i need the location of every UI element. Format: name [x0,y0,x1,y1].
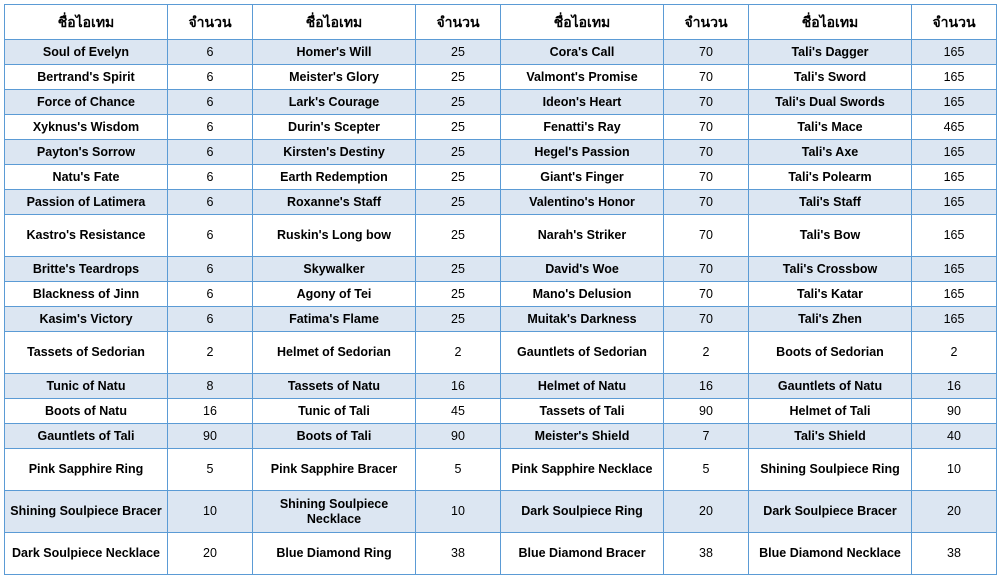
cell-item-name: Helmet of Sedorian [253,332,416,374]
header-row [5,5,997,40]
cell-item-name: Tali's Bow [749,215,912,257]
table-row [5,65,997,90]
cell-quantity: 45 [416,399,501,424]
cell-quantity: 70 [664,140,749,165]
cell-quantity: 2 [912,332,997,374]
item-quantity-table [4,4,997,575]
cell-quantity: 25 [416,282,501,307]
cell-item-name: Tali's Crossbow [749,257,912,282]
cell-quantity: 25 [416,65,501,90]
cell-item-name: Britte's Teardrops [5,257,168,282]
cell-quantity: 70 [664,90,749,115]
cell-quantity: 5 [664,449,749,491]
column-header-item-name-3: ชื่อไอเทม [501,5,664,40]
column-header-quantity-4: จำนวน [912,5,997,40]
cell-quantity: 165 [912,257,997,282]
cell-item-name: Skywalker [253,257,416,282]
cell-item-name: Force of Chance [5,90,168,115]
cell-quantity: 10 [912,449,997,491]
cell-item-name: Kirsten's Destiny [253,140,416,165]
cell-item-name: Tassets of Sedorian [5,332,168,374]
cell-item-name: Gauntlets of Tali [5,424,168,449]
cell-item-name: Hegel's Passion [501,140,664,165]
table-row [5,40,997,65]
table-row [5,282,997,307]
cell-quantity: 90 [168,424,253,449]
cell-item-name: Homer's Will [253,40,416,65]
table-row [5,533,997,575]
column-header-quantity-3: จำนวน [664,5,749,40]
cell-item-name: Blackness of Jinn [5,282,168,307]
cell-quantity: 20 [912,491,997,533]
cell-quantity: 2 [168,332,253,374]
cell-quantity: 7 [664,424,749,449]
cell-quantity: 5 [416,449,501,491]
cell-quantity: 16 [168,399,253,424]
cell-quantity: 6 [168,115,253,140]
cell-item-name: Boots of Tali [253,424,416,449]
cell-quantity: 10 [168,491,253,533]
column-header-quantity-1: จำนวน [168,5,253,40]
cell-quantity: 20 [168,533,253,575]
cell-quantity: 6 [168,90,253,115]
cell-item-name: Tali's Polearm [749,165,912,190]
cell-quantity: 25 [416,115,501,140]
cell-quantity: 6 [168,215,253,257]
table-row [5,115,997,140]
table-row [5,307,997,332]
cell-item-name: Dark Soulpiece Bracer [749,491,912,533]
cell-quantity: 10 [416,491,501,533]
cell-item-name: Blue Diamond Necklace [749,533,912,575]
cell-item-name: Pink Sapphire Necklace [501,449,664,491]
cell-quantity: 165 [912,190,997,215]
cell-item-name: Muitak's Darkness [501,307,664,332]
cell-item-name: Natu's Fate [5,165,168,190]
cell-quantity: 38 [664,533,749,575]
cell-item-name: Valentino's Honor [501,190,664,215]
column-header-item-name-1: ชื่อไอเทม [5,5,168,40]
cell-item-name: Boots of Natu [5,399,168,424]
cell-item-name: Shining Soulpiece Bracer [5,491,168,533]
cell-quantity: 38 [416,533,501,575]
cell-item-name: David's Woe [501,257,664,282]
cell-item-name: Cora's Call [501,40,664,65]
cell-item-name: Kastro's Resistance [5,215,168,257]
cell-item-name: Ideon's Heart [501,90,664,115]
cell-item-name: Pink Sapphire Ring [5,449,168,491]
cell-quantity: 70 [664,65,749,90]
cell-quantity: 165 [912,140,997,165]
cell-item-name: Meister's Shield [501,424,664,449]
cell-item-name: Durin's Scepter [253,115,416,140]
cell-item-name: Blue Diamond Ring [253,533,416,575]
table-header [5,5,997,40]
cell-quantity: 165 [912,307,997,332]
cell-item-name: Payton's Sorrow [5,140,168,165]
cell-item-name: Shining Soulpiece Necklace [253,491,416,533]
cell-item-name: Kasim's Victory [5,307,168,332]
table-row [5,215,997,257]
cell-quantity: 165 [912,65,997,90]
cell-quantity: 70 [664,40,749,65]
cell-quantity: 165 [912,90,997,115]
cell-item-name: Agony of Tei [253,282,416,307]
cell-item-name: Tali's Dual Swords [749,90,912,115]
table-row [5,424,997,449]
cell-quantity: 70 [664,257,749,282]
cell-item-name: Tunic of Tali [253,399,416,424]
cell-quantity: 90 [664,399,749,424]
cell-item-name: Tali's Axe [749,140,912,165]
cell-item-name: Meister's Glory [253,65,416,90]
cell-quantity: 165 [912,165,997,190]
cell-item-name: Ruskin's Long bow [253,215,416,257]
column-header-item-name-2: ชื่อไอเทม [253,5,416,40]
cell-item-name: Helmet of Natu [501,374,664,399]
cell-item-name: Fenatti's Ray [501,115,664,140]
cell-item-name: Valmont's Promise [501,65,664,90]
cell-item-name: Helmet of Tali [749,399,912,424]
cell-quantity: 6 [168,165,253,190]
table-row [5,190,997,215]
cell-item-name: Xyknus's Wisdom [5,115,168,140]
cell-quantity: 25 [416,40,501,65]
cell-quantity: 40 [912,424,997,449]
cell-quantity: 6 [168,65,253,90]
cell-quantity: 25 [416,90,501,115]
cell-item-name: Tali's Katar [749,282,912,307]
cell-item-name: Fatima's Flame [253,307,416,332]
table-row [5,399,997,424]
cell-quantity: 465 [912,115,997,140]
cell-quantity: 70 [664,190,749,215]
table-row [5,90,997,115]
cell-quantity: 16 [912,374,997,399]
cell-quantity: 6 [168,40,253,65]
cell-item-name: Tali's Shield [749,424,912,449]
cell-quantity: 6 [168,257,253,282]
cell-item-name: Dark Soulpiece Ring [501,491,664,533]
cell-quantity: 8 [168,374,253,399]
cell-quantity: 165 [912,40,997,65]
cell-item-name: Narah's Striker [501,215,664,257]
cell-quantity: 25 [416,257,501,282]
column-header-item-name-4: ชื่อไอเทม [749,5,912,40]
cell-item-name: Earth Redemption [253,165,416,190]
cell-quantity: 25 [416,190,501,215]
cell-quantity: 90 [912,399,997,424]
table-row [5,491,997,533]
table-row [5,332,997,374]
cell-quantity: 16 [664,374,749,399]
cell-quantity: 16 [416,374,501,399]
cell-quantity: 70 [664,115,749,140]
cell-quantity: 70 [664,282,749,307]
cell-item-name: Bertrand's Spirit [5,65,168,90]
cell-quantity: 38 [912,533,997,575]
cell-item-name: Tali's Staff [749,190,912,215]
table-body [5,40,997,575]
cell-item-name: Tunic of Natu [5,374,168,399]
cell-quantity: 2 [416,332,501,374]
cell-quantity: 25 [416,215,501,257]
cell-item-name: Gauntlets of Sedorian [501,332,664,374]
cell-quantity: 25 [416,165,501,190]
cell-item-name: Tali's Sword [749,65,912,90]
cell-quantity: 70 [664,165,749,190]
cell-quantity: 70 [664,307,749,332]
table-row [5,374,997,399]
cell-quantity: 25 [416,307,501,332]
cell-quantity: 6 [168,140,253,165]
cell-quantity: 6 [168,282,253,307]
cell-item-name: Dark Soulpiece Necklace [5,533,168,575]
cell-quantity: 2 [664,332,749,374]
table-row [5,257,997,282]
cell-item-name: Tali's Dagger [749,40,912,65]
cell-item-name: Roxanne's Staff [253,190,416,215]
cell-item-name: Soul of Evelyn [5,40,168,65]
cell-item-name: Tali's Mace [749,115,912,140]
cell-item-name: Mano's Delusion [501,282,664,307]
cell-item-name: Lark's Courage [253,90,416,115]
cell-item-name: Pink Sapphire Bracer [253,449,416,491]
cell-item-name: Boots of Sedorian [749,332,912,374]
cell-item-name: Tali's Zhen [749,307,912,332]
table-row [5,140,997,165]
cell-item-name: Gauntlets of Natu [749,374,912,399]
cell-item-name: Tassets of Natu [253,374,416,399]
cell-quantity: 70 [664,215,749,257]
cell-quantity: 165 [912,215,997,257]
table-row [5,449,997,491]
cell-quantity: 90 [416,424,501,449]
cell-quantity: 20 [664,491,749,533]
cell-item-name: Shining Soulpiece Ring [749,449,912,491]
cell-item-name: Passion of Latimera [5,190,168,215]
cell-item-name: Giant's Finger [501,165,664,190]
cell-quantity: 6 [168,307,253,332]
cell-item-name: Tassets of Tali [501,399,664,424]
cell-quantity: 5 [168,449,253,491]
cell-quantity: 165 [912,282,997,307]
column-header-quantity-2: จำนวน [416,5,501,40]
cell-quantity: 6 [168,190,253,215]
cell-item-name: Blue Diamond Bracer [501,533,664,575]
table-row [5,165,997,190]
cell-quantity: 25 [416,140,501,165]
